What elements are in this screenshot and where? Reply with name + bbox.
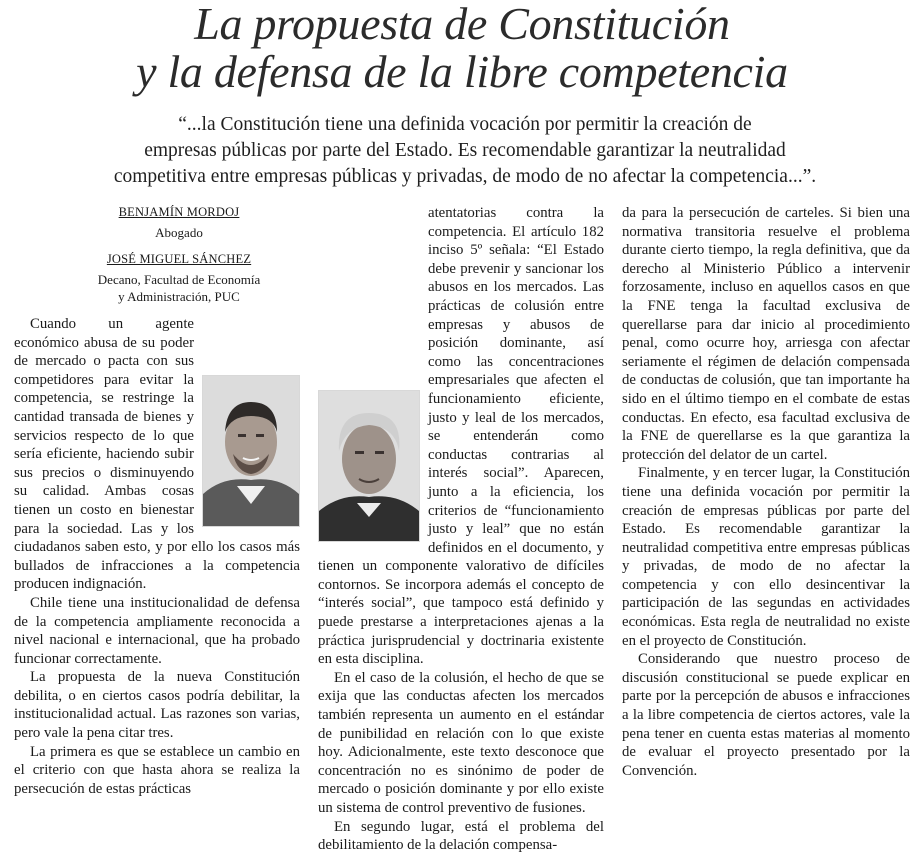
author-name-2: JOSÉ MIGUEL SÁNCHEZ xyxy=(106,252,252,266)
lead-quote xyxy=(40,112,890,190)
portrait-older-man-icon xyxy=(319,391,419,541)
headline-line-2: y la defensa de la libre competencia xyxy=(136,46,788,97)
column-3 xyxy=(622,204,910,780)
headline-line-1: La propuesta de Constitución xyxy=(194,0,730,49)
lead-line-2: empresas públicas por parte del Estado. Es recomendable garantizar la neutralidad xyxy=(144,140,786,161)
paragraph-7: En segundo lugar, está el problema del debilitamiento de la delación compensa- xyxy=(318,818,604,854)
paragraph-10: Considerando que nuestro proceso de discusión constitucional se puede explicar en parte por la percepción de abusos e infracciones a la libre competencia de ciertos actores, vale la pena tener en cuenta estas materias al momento de evaluar el proyecto presentado por la Convención. xyxy=(622,651,910,779)
author-photo-2 xyxy=(318,390,420,542)
author-role-1: Abogado xyxy=(155,225,203,240)
headline xyxy=(0,0,924,96)
paragraph-8: da para la persecución de carteles. Si bien una normativa transitoria resuelve el problema durante cierto tiempo, la regla definitiva, que da derecho al Ministerio Público a intervenir forzosamente, incluso en aquellos casos en que la FNE tenga la facultad exclusiva de querellarse para dar inicio al procedimiento penal, como ocurre hoy, arriesga con afectar seriamente el régimen de delación compensada de conductas de colusión, que tan importante ha sido en el último tiempo en el combate de estas conductas. En efecto, esa facultad exclusiva de la FNE de querellarse es la que garantiza la protección del delator de un cartel. xyxy=(622,205,910,463)
author-role-2-line-1: Decano, Facultad de Economía xyxy=(97,272,261,287)
paragraph-4: La primera es que se establece un cambio en el criterio con que hasta ahora se realiza la persecución de estas prácticas xyxy=(14,743,300,797)
paragraph-9: Finalmente, y en tercer lugar, la Constitución tiene una definida vocación por permitir la creación de empresas públicas por parte del Estado. Es recomendable garantizar la neutralidad competitiva entre empresas públicas y privadas, de modo de no afectar la competencia y con ello desincentivar la participación de las segundas en actividades económicas. Esta regla de neutralidad no existe en el proyecto de Constitución. xyxy=(622,465,910,649)
column-1 xyxy=(14,204,300,798)
paragraph-2: Chile tiene una institucionalidad de defensa de la competencia ampliamente reconocida a nivel nacional e internacional, que ha probado funcionar correctamente. xyxy=(14,594,300,667)
paragraph-1: Cuando un agente económico abusa de su poder de mercado o pacta con sus competidores para evitar la competencia, se restringe la cantidad transada de bienes y servicios respecto de lo que sería eficiente, haciendo subir sus precios o disminuyendo su calidad. Ambas cosas tienen un costo en bienestar para la sociedad. Las y los ciudadanos saben esto, y por ello los casos más bullados de infracciones a la competencia producen indignación. xyxy=(14,316,300,593)
author-name-1: BENJAMÍN MORDOJ xyxy=(118,205,240,219)
lead-line-3: competitiva entre empresas públicas y privadas, de modo de no afectar la competencia...”. xyxy=(113,166,817,187)
column-2 xyxy=(318,204,604,855)
author-role-2 xyxy=(74,271,284,305)
byline-block xyxy=(74,204,284,305)
lead-line-1: “...la Constitución tiene una definida vocación por permitir la creación de xyxy=(178,114,752,135)
author-role-2-line-2: y Administración, PUC xyxy=(118,289,240,304)
paragraph-3: La propuesta de la nueva Constitución debilita, o en ciertos casos podría debilitar, la institucionalidad actual. Las razones son varias, pero vale la pena citar tres. xyxy=(14,669,300,742)
paragraph-6: En el caso de la colusión, el hecho de que se exija que las conductas afecten los mercados también representa un aumento en el estándar de punibilidad en relación con lo que existe hoy. Adicionalmente, este texto desconoce que concentración no es sinónimo de poder de mercado o posición dominante y por ello existe un sistema de control preventivo de fusiones. xyxy=(318,669,604,816)
paragraph-5: atentatorias contra la competencia. El artículo 182 inciso 5º señala: “El Estado debe prevenir y sancionar los abusos en los mercados. Las prácticas de colusión entre empresas y abusos de posición dominante, así como las concentraciones empresariales que afecten el funcionamiento eficiente, justo y leal de los mercados, se entenderán como conductas contrarias al interés social”. Aparecen, junto a la eficiencia, los criterios de “funcionamiento justo y leal” que no están definidos en el documento, y tienen un componente valorativo de difíciles contornos. Se incorpora además el concepto de “interés social”, que tampoco está definido y puede prestarse a interpretaciones ajenas a la práctica jurisprudencial y doctrinaria existente en esta disciplina. xyxy=(318,205,604,668)
portrait-young-man-icon xyxy=(203,376,299,526)
author-photo-1 xyxy=(202,375,300,527)
